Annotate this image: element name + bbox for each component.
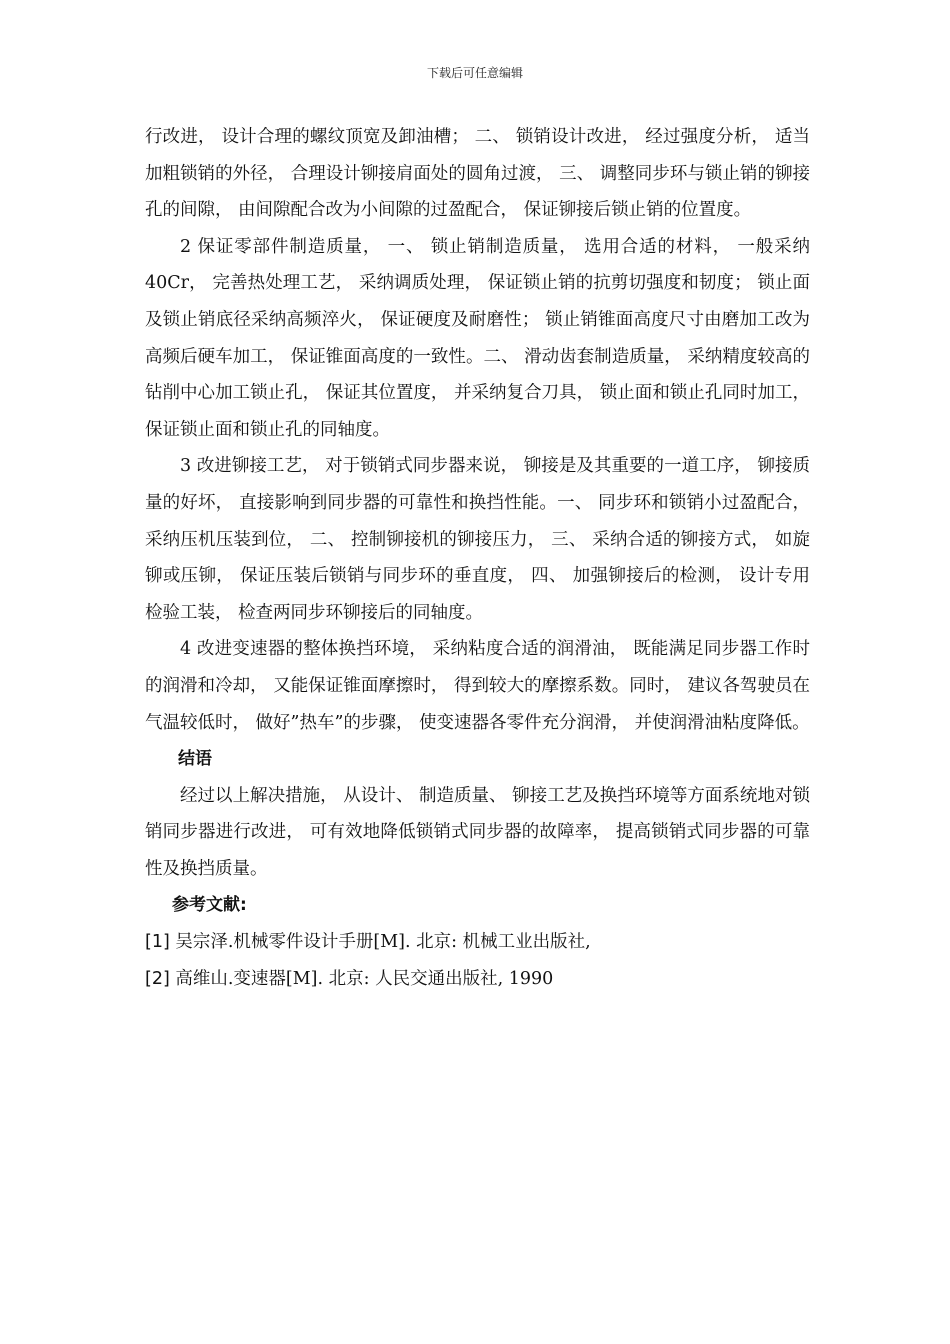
document-body [145,119,810,997]
reference-text: 高维山.变速器[M]. 北京: 人民交通出版社, 1990 [169,968,554,989]
paragraph-riveting-process: 3 改进铆接工艺， 对于锁销式同步器来说， 铆接是及其重要的一道工序， 铆接质量的好坏， 直接影响到同步器的可靠性和换挡性能。一、 同步环和锁销小过盈配合， 采纳压机压装到位， 二、 控制铆接机的铆接压力， 三、 采纳合适的铆接方式， 如旋铆或压铆， 保证压装后锁销与同步环的垂直度， 四、 加强铆接后的检测， 设计专用检验工装， 检查两同步环铆接后的同轴度。 [145,456,810,623]
references-title: 参考文献: [172,895,247,916]
conclusion-heading: 结语 [178,749,212,770]
reference-item-2 [145,961,810,998]
page-header: 下载后可任意编辑 [426,66,523,80]
reference-number: [1] [145,932,170,953]
reference-number: [2] [145,968,170,989]
paragraph-design-improvement: 行改进， 设计合理的螺纹顶宽及卸油槽； 二、 锁销设计改进， 经过强度分析， 适当加粗锁销的外径， 合理设计铆接肩面处的圆角过渡， 三、 调整同步环与锁止销的铆接孔的间隙， 由间隙配合改为小间隙的过盈配合， 保证铆接后锁止销的位置度。 [145,127,810,221]
conclusion-paragraph: 经过以上解决措施， 从设计、 制造质量、 铆接工艺及换挡环境等方面系统地对锁销同步器进行改进， 可有效地降低锁销式同步器的故障率， 提高锁销式同步器的可靠性及换挡质量。 [145,785,810,879]
paragraph-manufacturing-quality: 2 保证零部件制造质量， 一、 锁止销制造质量， 选用合适的材料， 一般采纳 40Cr， 完善热处理工艺， 采纳调质处理， 保证锁止销的抗剪切强度和韧度； 锁止面及锁止销底径采纳高频淬火， 保证硬度及耐磨性； 锁止销锥面高度尺寸由磨加工改为高频后硬车加工， 保证锥面高度的一致性。二、 滑动齿套制造质量， 采纳精度较高的钻削中心加工锁止孔， 保证其位置度， 并采纳复合刀具， 锁止面和锁止孔同时加工， 保证锁止面和锁止孔的同轴度。 [145,236,810,440]
reference-item-1 [145,924,810,961]
paragraph-shifting-environment: 4 改进变速器的整体换挡环境， 采纳粘度合适的润滑油， 既能满足同步器工作时的润滑和冷却， 又能保证锥面摩擦时， 得到较大的摩擦系数。同时， 建议各驾驶员在气温较低时， 做好”热车”的步骤， 使变速器各零件充分润滑， 并使润滑油粘度降低。 [145,639,810,733]
reference-text: 吴宗泽.机械零件设计手册[M]. 北京: 机械工业出版社, [169,932,591,953]
